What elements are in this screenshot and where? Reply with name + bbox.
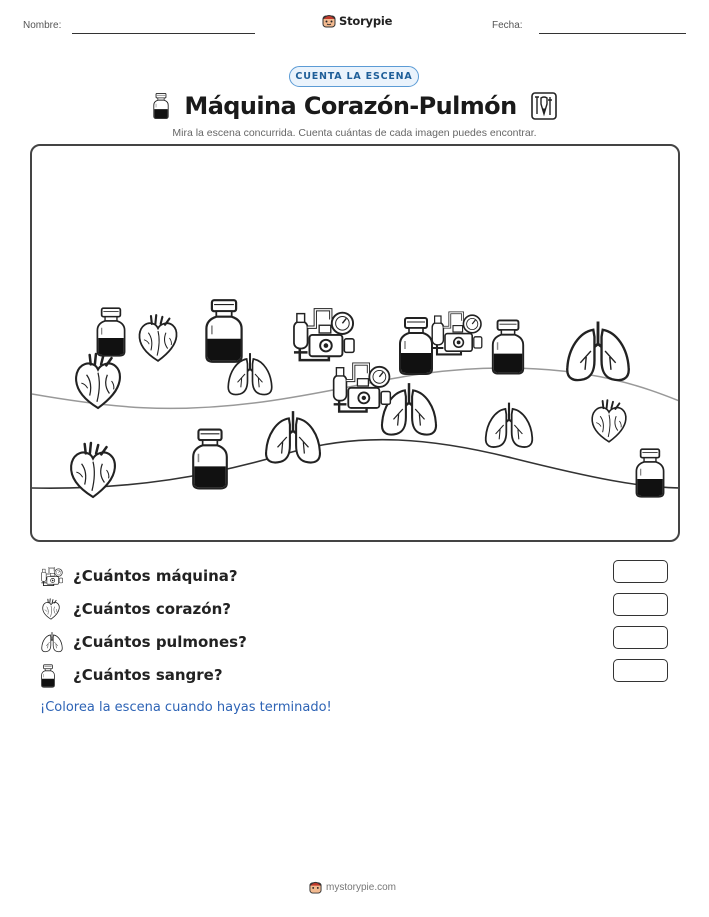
question-text: ¿Cuántos corazón? [73, 600, 231, 618]
scene-area[interactable] [30, 144, 680, 542]
heart-icon [40, 598, 62, 620]
page-title: Máquina Corazón-Pulmón [184, 92, 517, 120]
blood-vial-icon [40, 664, 56, 688]
answer-box[interactable] [613, 593, 668, 616]
blood-vial-icon [152, 92, 170, 120]
scene-lungs [562, 318, 634, 384]
footer [309, 880, 396, 894]
answer-box[interactable] [613, 659, 668, 682]
scene-heart [67, 437, 119, 503]
brand-name: Storypie [339, 13, 393, 28]
scene-machine [290, 302, 358, 364]
scene-vial [489, 316, 527, 378]
answer-box[interactable] [613, 626, 668, 649]
instructions: Mira la escena concurrida. Cuenta cuántas de cada imagen puedes encontrar. [172, 127, 537, 139]
scene-lungs [262, 406, 324, 468]
question-row [40, 631, 670, 655]
scene-machine [330, 356, 394, 416]
footer-site[interactable]: mystorypie.com [326, 881, 397, 893]
coloring-note: ¡Colorea la escena cuando hayas terminado! [40, 700, 332, 715]
question-row [40, 598, 670, 622]
scene-lungs [225, 350, 275, 398]
machine-icon [40, 565, 64, 587]
question-text: ¿Cuántos sangre? [73, 666, 223, 684]
scene-lungs [480, 400, 538, 450]
title-row [0, 92, 709, 120]
name-label: Nombre: [23, 20, 62, 31]
question-row [40, 664, 670, 688]
lungs-icon [40, 631, 64, 653]
scene-heart [72, 350, 124, 412]
scene-heart [136, 308, 180, 368]
activity-badge: CUENTA LA ESCENA [289, 66, 419, 87]
scene-vial [633, 446, 667, 500]
answer-box[interactable] [613, 560, 668, 583]
question-text: ¿Cuántos pulmones? [73, 633, 247, 651]
storypie-mascot-icon [309, 880, 322, 894]
date-line[interactable] [539, 33, 686, 34]
question-row [40, 565, 670, 589]
question-text: ¿Cuántos máquina? [73, 567, 238, 585]
name-line[interactable] [72, 33, 255, 34]
date-label: Fecha: [492, 20, 523, 31]
scene-vial [189, 425, 231, 493]
brand-logo [322, 13, 392, 28]
storypie-mascot-icon [322, 13, 336, 28]
scene-machine [429, 306, 485, 358]
surgical-tools-icon [531, 92, 557, 120]
scene-heart [589, 395, 629, 447]
